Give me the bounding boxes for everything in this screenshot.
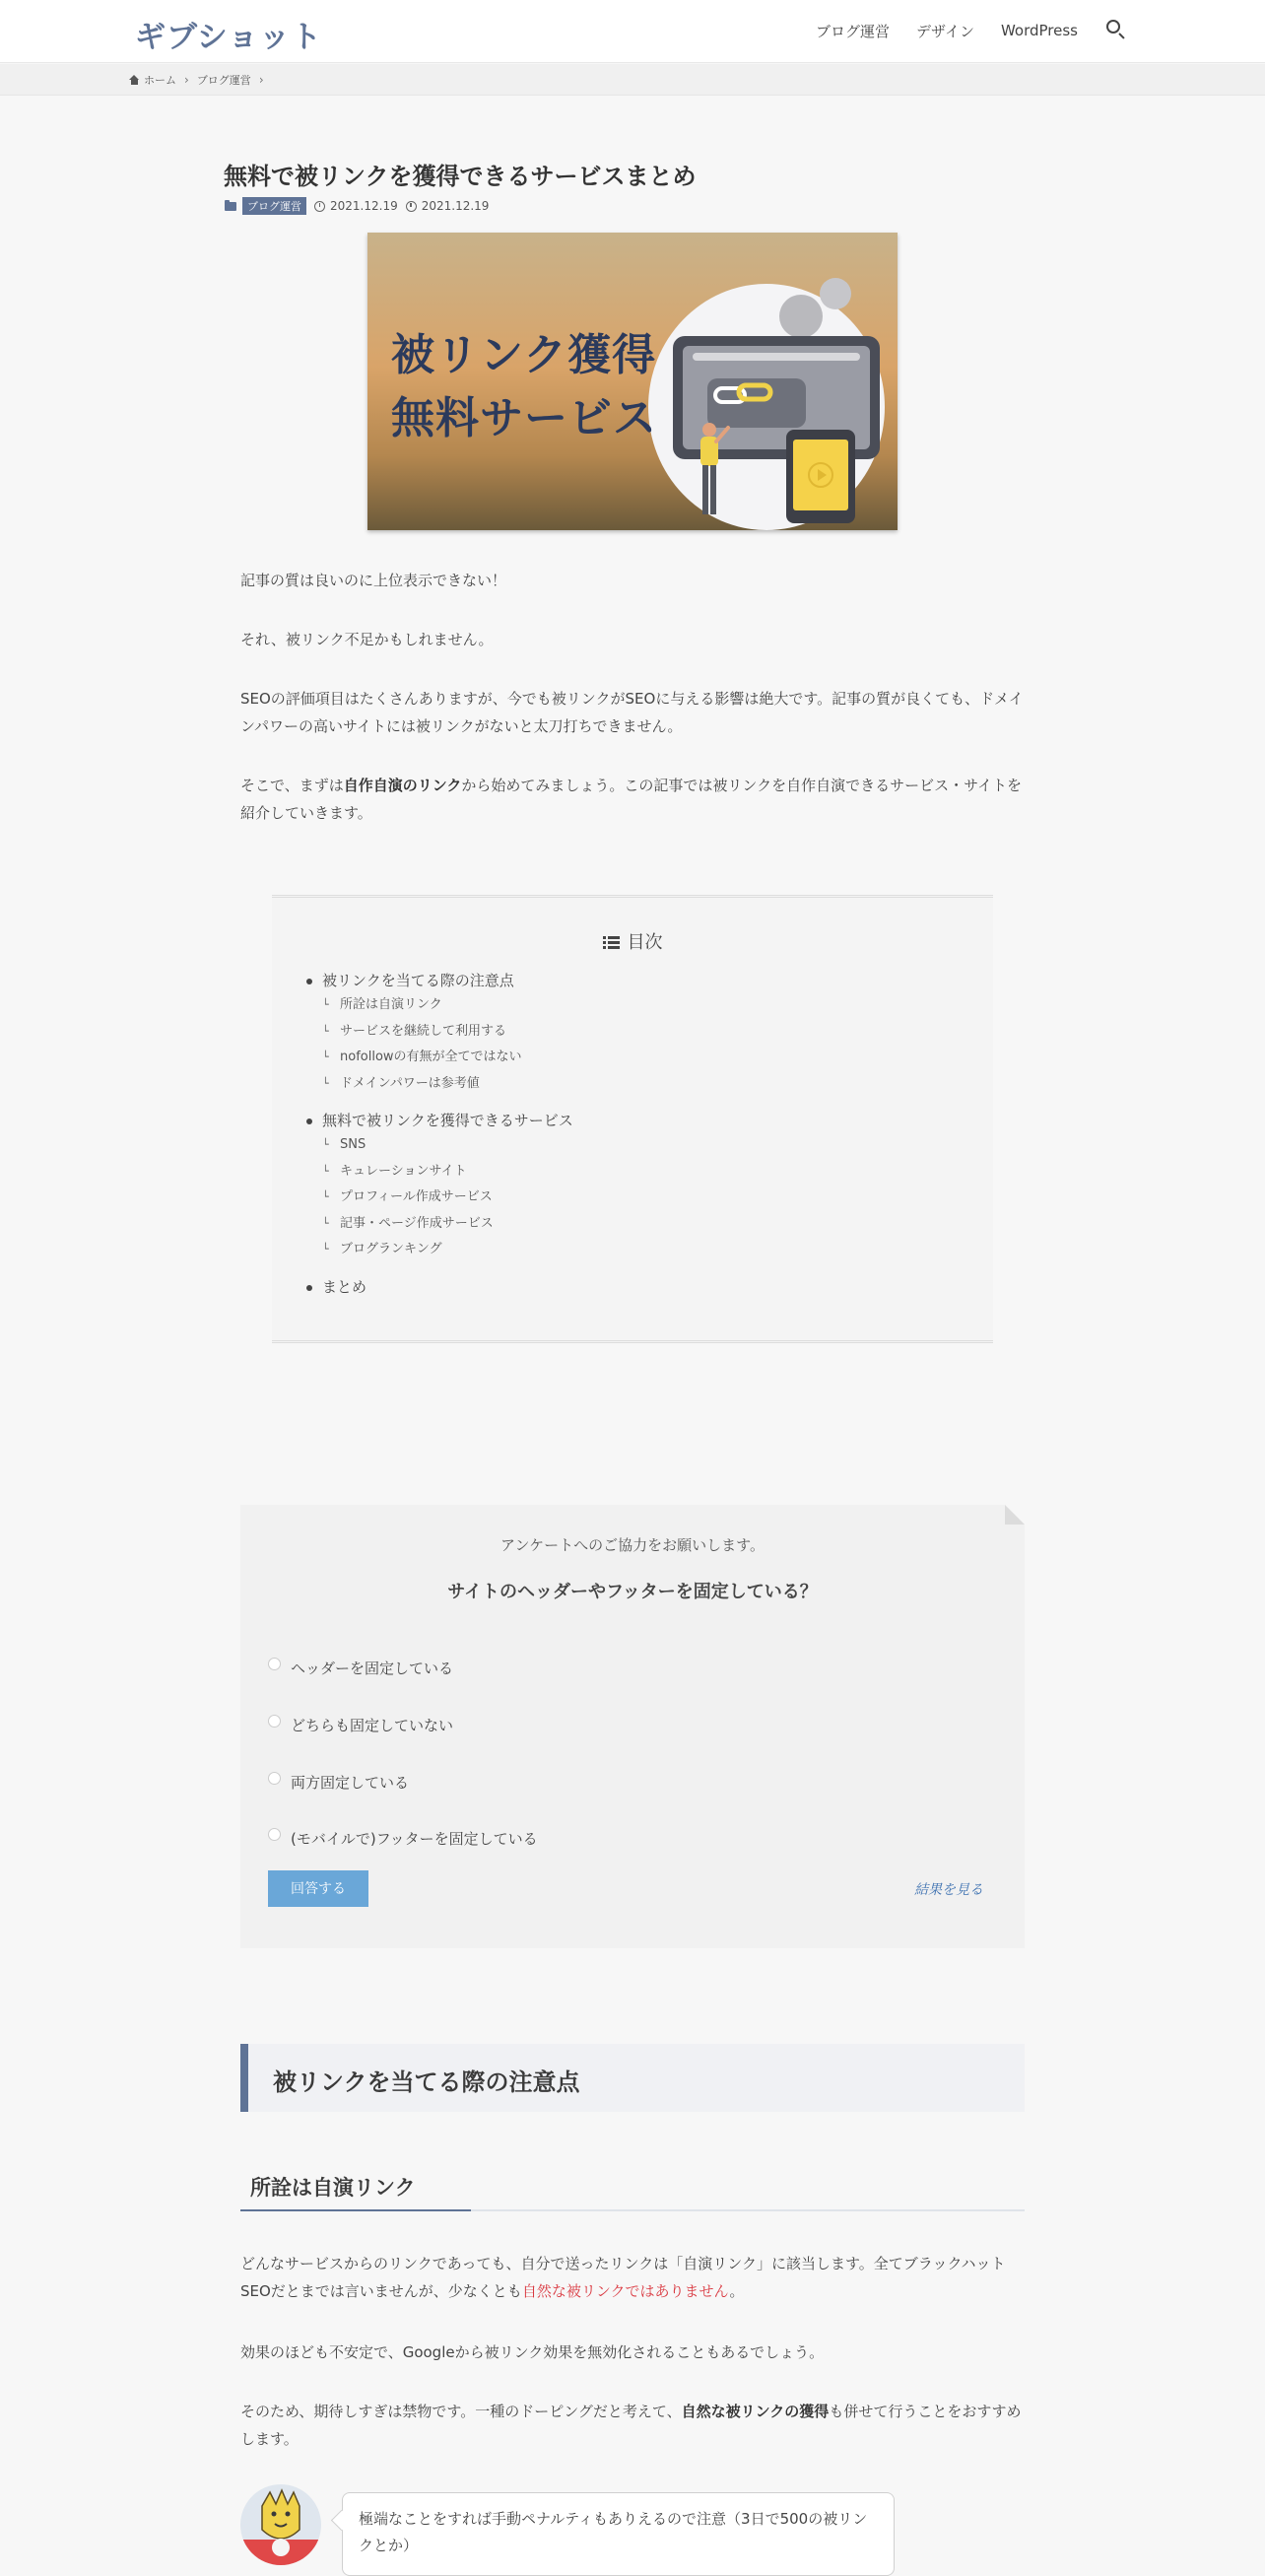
poll-submit-button[interactable]: 回答する bbox=[268, 1870, 368, 1907]
toc-subitem[interactable]: └ nofollowの有無が全てではない bbox=[304, 1045, 573, 1071]
breadcrumb-home[interactable]: ホーム bbox=[144, 74, 176, 87]
nav-item-blog[interactable]: ブログ運営 bbox=[815, 22, 890, 40]
toc-subitem[interactable]: └ サービスを継続して利用する bbox=[304, 1019, 573, 1046]
toc-subitem[interactable]: └ プロフィール作成サービス bbox=[304, 1185, 573, 1211]
nav-item-design[interactable]: デザイン bbox=[916, 22, 974, 40]
intro-paragraph-3: SEOの評価項目はたくさんありますが、今でも被リンクがSEOに与える影響は絶大です。記事の質が良くても、ドメインパワーの高いサイトには被リンクがないと太刀打ちできません。 bbox=[240, 690, 1024, 735]
toc-list bbox=[304, 969, 573, 1299]
poll-option[interactable]: 両方固定している bbox=[268, 1772, 409, 1793]
poll-lead: アンケートへのご協力をお願いします。 bbox=[500, 1536, 765, 1554]
chevron-right-icon: › bbox=[184, 73, 189, 87]
toc-item[interactable]: 被リンクを当てる際の注意点 bbox=[304, 969, 573, 992]
chevron-right-icon: › bbox=[258, 73, 264, 87]
toc-item[interactable]: まとめ bbox=[304, 1275, 573, 1299]
section-paragraph-2: 効果のほども不安定で、Googleから被リンク効果を無効化されることもあるでしょう。 bbox=[240, 2343, 825, 2361]
eyecatch-image bbox=[367, 233, 898, 530]
eyecatch-text-line1: 被リンク獲得 bbox=[391, 330, 657, 380]
toc-subitem[interactable]: └ SNS bbox=[304, 1132, 573, 1159]
toc-title: 目次 bbox=[272, 928, 993, 954]
toc-subitem[interactable]: └ キュレーションサイト bbox=[304, 1159, 573, 1186]
toc-subitem[interactable]: └ ドメインパワーは参考値 bbox=[304, 1071, 573, 1098]
poll-option[interactable]: どちらも固定していない bbox=[268, 1715, 453, 1735]
updated-date: 2021.12.19 bbox=[421, 199, 490, 213]
section-heading: 被リンクを当てる際の注意点 bbox=[240, 2044, 1025, 2112]
section-paragraph-3: そのため、期待しすぎは禁物です。一種のドーピングだと考えて、自然な被リンクの獲得も併せて行うことをおすすめします。 bbox=[240, 2403, 1022, 2448]
breadcrumb bbox=[129, 72, 272, 88]
intro-paragraph-2: それ、被リンク不足かもしれません。 bbox=[240, 631, 494, 648]
intro-paragraph-1: 記事の質は良いのに上位表示できない！ bbox=[240, 572, 507, 589]
folder-icon bbox=[225, 202, 236, 211]
update-icon bbox=[406, 201, 417, 212]
breadcrumb-bar bbox=[0, 64, 1265, 96]
section-paragraph-1: どんなサービスからのリンクであっても、自分で送ったリンクは「自演リンク」に該当します。全てブラックハットSEOだとまでは言いませんが、少なくとも自然な被リンクではありません。 bbox=[240, 2255, 1006, 2300]
poll-option[interactable]: ヘッダーを固定している bbox=[268, 1658, 453, 1678]
avatar-illustration bbox=[240, 2484, 321, 2565]
site-header bbox=[0, 0, 1265, 63]
radio-button[interactable] bbox=[268, 1828, 281, 1841]
home-icon bbox=[129, 75, 140, 85]
toc-item[interactable]: 無料で被リンクを獲得できるサービス bbox=[304, 1109, 573, 1132]
page-fold-decoration bbox=[1005, 1505, 1025, 1525]
clock-icon bbox=[314, 201, 325, 212]
intro-paragraph-4: そこで、まずは自作自演のリンクから始めてみましょう。この記事では被リンクを自作自演できるサービス・サイトを紹介していきます。 bbox=[240, 777, 1023, 822]
category-badge[interactable]: ブログ運営 bbox=[242, 197, 306, 215]
site-logo[interactable]: ギブショット bbox=[135, 20, 323, 55]
poll-question: サイトのヘッダーやフッターを固定している？ bbox=[447, 1582, 818, 1602]
avatar bbox=[240, 2484, 321, 2565]
toc-subitem[interactable]: └ 記事・ページ作成サービス bbox=[304, 1211, 573, 1238]
page-title: 無料で被リンクを獲得できるサービスまとめ bbox=[224, 163, 697, 190]
speech-balloon: 極端なことをすれば手動ペナルティもありえるので注意（3日で500の被リンクとか） bbox=[342, 2492, 895, 2576]
poll-option[interactable]: (モバイルで)フッターを固定している bbox=[268, 1828, 538, 1849]
radio-button[interactable] bbox=[268, 1772, 281, 1785]
published-date: 2021.12.19 bbox=[330, 199, 398, 213]
radio-button[interactable] bbox=[268, 1715, 281, 1728]
global-nav bbox=[789, 20, 1127, 41]
poll-box bbox=[240, 1505, 1025, 1948]
search-icon[interactable] bbox=[1105, 20, 1127, 41]
toc-subitem[interactable]: └ 所詮は自演リンク bbox=[304, 992, 573, 1019]
nav-item-wordpress[interactable]: WordPress bbox=[1000, 22, 1078, 39]
toc-subitem[interactable]: └ ブログランキング bbox=[304, 1237, 573, 1263]
list-icon bbox=[603, 936, 620, 949]
subsection-heading: 所詮は自演リンク bbox=[240, 2172, 1025, 2211]
table-of-contents bbox=[272, 895, 993, 1343]
poll-results-link[interactable]: 結果を見る bbox=[914, 1882, 983, 1898]
eyecatch-text-line2: 無料サービス bbox=[391, 393, 657, 443]
breadcrumb-category[interactable]: ブログ運営 bbox=[196, 74, 251, 87]
radio-button[interactable] bbox=[268, 1658, 281, 1670]
post-meta bbox=[225, 197, 495, 215]
